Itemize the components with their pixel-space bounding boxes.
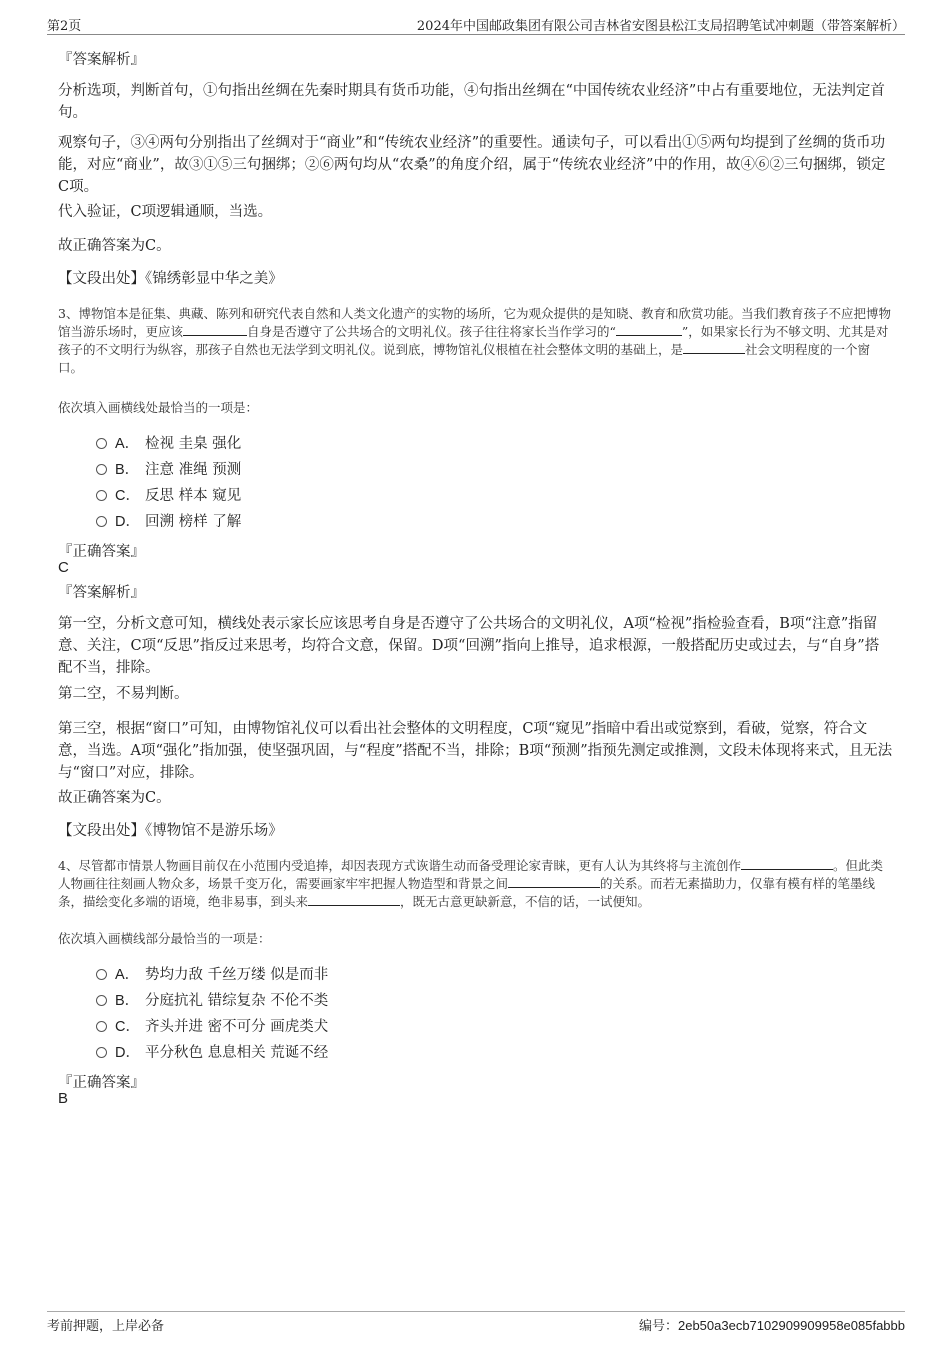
q3-source: 【文段出处】《博物馆不是游乐场》 bbox=[58, 823, 283, 839]
q4-stem-part4: ，既无古意更缺新意，不信的话，一试便知。 bbox=[400, 894, 651, 909]
q4-stem-part3: 的关系。而若无素描助力，仅靠有模有样的笔墨线条，描绘变化多端的语境，绝非易事，到头来 bbox=[58, 876, 876, 909]
q3-blank-2 bbox=[616, 323, 682, 336]
document-id: 编号：2eb50a3ecb7102909909958e085fabbb bbox=[638, 1318, 905, 1333]
q3-option-d[interactable]: D． 回溯 榜样 了解 bbox=[96, 511, 241, 533]
q4-option-d[interactable]: D． 平分秋色 息息相关 荒诞不经 bbox=[96, 1042, 328, 1064]
q2-analysis-para2: 观察句子，③④两句分别指出了丝绸对于“商业”和“传统农业经济”的重要性。通读句子，可以看出①⑤两句均提到了丝绸的货币功能，对应“商业”，故③①⑤三句捆绑；②⑥两句均从“农桑”的角度介绍，属于“传统农业经济”中的作用，故④⑥②三句捆绑，锁定C项。 bbox=[58, 135, 886, 195]
q3-analysis-label: 『答案解析』 bbox=[58, 585, 145, 601]
document-title: 2024年中国邮政集团有限公司吉林省安图县松江支局招聘笔试冲刺题（带答案解析） bbox=[416, 19, 905, 34]
q3-blank-3 bbox=[683, 341, 745, 354]
radio-icon[interactable] bbox=[96, 1047, 107, 1058]
q3-analysis-para3: 第三空，根据“窗口”可知，由博物馆礼仪可以看出社会整体的文明程度，C项“窥见”指暗中看出或觉察到，看破，觉察，符合文意，当选。A项“强化”指加强，使坚强巩固，与“程度”搭配不当，排除；B项“预测”指预先测定或推测，文段未体现将来式，且无法与“窗口”对应，排除。 bbox=[58, 721, 893, 781]
q3-option-a[interactable]: A． 检视 圭臬 强化 bbox=[96, 433, 241, 455]
q3-analysis-para2: 第二空，不易判断。 bbox=[58, 686, 189, 702]
q3-stem-part4: 社会文明程度的一个窗口。 bbox=[58, 342, 871, 375]
q4-prompt: 依次填入画横线部分最恰当的一项是： bbox=[58, 931, 271, 946]
q3-option-c[interactable]: C． 反思 样本 窥见 bbox=[96, 485, 241, 507]
q2-source: 【文段出处】《锦绣彰显中华之美》 bbox=[58, 271, 283, 287]
page-header bbox=[47, 14, 905, 35]
q4-stem bbox=[58, 857, 893, 911]
q3-answer: C bbox=[58, 559, 69, 576]
q3-blank-1 bbox=[183, 323, 247, 336]
q4-answer: B bbox=[58, 1090, 69, 1107]
radio-icon[interactable] bbox=[96, 490, 107, 501]
q4-blank-2 bbox=[508, 875, 600, 888]
q2-analysis-para1: 分析选项，判断首句，①句指出丝绸在先秦时期具有货币功能，④句指出丝绸在“中国传统农业经济”中占有重要地位，无法判定首句。 bbox=[58, 83, 885, 121]
q3-stem-part1: 3、博物馆本是征集、典藏、陈列和研究代表自然和人类文化遗产的实物的场所，它为观众提供的是知晓、教育和欣赏功能。当我们教育孩子不应把博物馆当游乐场时，更应该 bbox=[58, 306, 891, 339]
q4-blank-3 bbox=[308, 893, 400, 906]
radio-icon[interactable] bbox=[96, 969, 107, 980]
q3-stem bbox=[58, 305, 893, 377]
q4-option-b[interactable]: B． 分庭抗礼 错综复杂 不伦不类 bbox=[96, 990, 328, 1012]
q3-analysis-para4: 故正确答案为C。 bbox=[58, 790, 171, 806]
q3-answer-label: 『正确答案』 bbox=[58, 544, 145, 560]
q3-analysis-para1: 第一空，分析文意可知，横线处表示家长应该思考自身是否遵守了公共场合的文明礼仪，A项“检视”指检验查看，B项“注意”指留意、关注，C项“反思”指反过来思考，均符合文意，保留。D项“回溯”指向上推导，追求根源，一般搭配历史或过去，与“自身”搭配不当，排除。 bbox=[58, 616, 880, 676]
q4-stem-part1: 4、尽管都市情景人物画目前仅在小范围内受追捧，却因表现方式诙谐生动而备受理论家青睐，更有人认为其终将与主流创作 bbox=[58, 858, 741, 873]
radio-icon[interactable] bbox=[96, 995, 107, 1006]
q3-stem-part2: 自身是否遵守了公共场合的文明礼仪。孩子往往将家长当作学习的“ bbox=[247, 324, 616, 339]
q3-option-b[interactable]: B． 注意 准绳 预测 bbox=[96, 459, 241, 481]
q2-analysis-para3: 代入验证，C项逻辑通顺，当选。 bbox=[58, 204, 273, 220]
radio-icon[interactable] bbox=[96, 438, 107, 449]
radio-icon[interactable] bbox=[96, 464, 107, 475]
q4-answer-label: 『正确答案』 bbox=[58, 1075, 145, 1091]
q4-option-a[interactable]: A． 势均力敌 千丝万缕 似是而非 bbox=[96, 964, 328, 986]
q4-blank-1 bbox=[741, 857, 833, 870]
q4-stem-part2: 。但此类人物画往往刻画人物众多，场景千变万化，需要画家牢牢把握人物造型和背景之间 bbox=[58, 858, 883, 891]
q3-stem-part3: ”，如果家长行为不够文明、尤其是对孩子的不文明行为纵容，那孩子自然也无法学到文明礼仪。说到底，博物馆礼仪根植在社会整体文明的基础上，是 bbox=[58, 324, 889, 357]
q4-option-c[interactable]: C． 齐头并进 密不可分 画虎类犬 bbox=[96, 1016, 328, 1038]
page-number: 第2页 bbox=[47, 19, 82, 34]
q2-analysis-para4: 故正确答案为C。 bbox=[58, 238, 171, 254]
q3-prompt: 依次填入画横线处最恰当的一项是： bbox=[58, 400, 259, 415]
radio-icon[interactable] bbox=[96, 516, 107, 527]
page-footer bbox=[47, 1311, 905, 1334]
radio-icon[interactable] bbox=[96, 1021, 107, 1032]
q2-analysis-label: 『答案解析』 bbox=[58, 52, 145, 68]
footer-slogan: 考前押题，上岸必备 bbox=[47, 1319, 165, 1334]
